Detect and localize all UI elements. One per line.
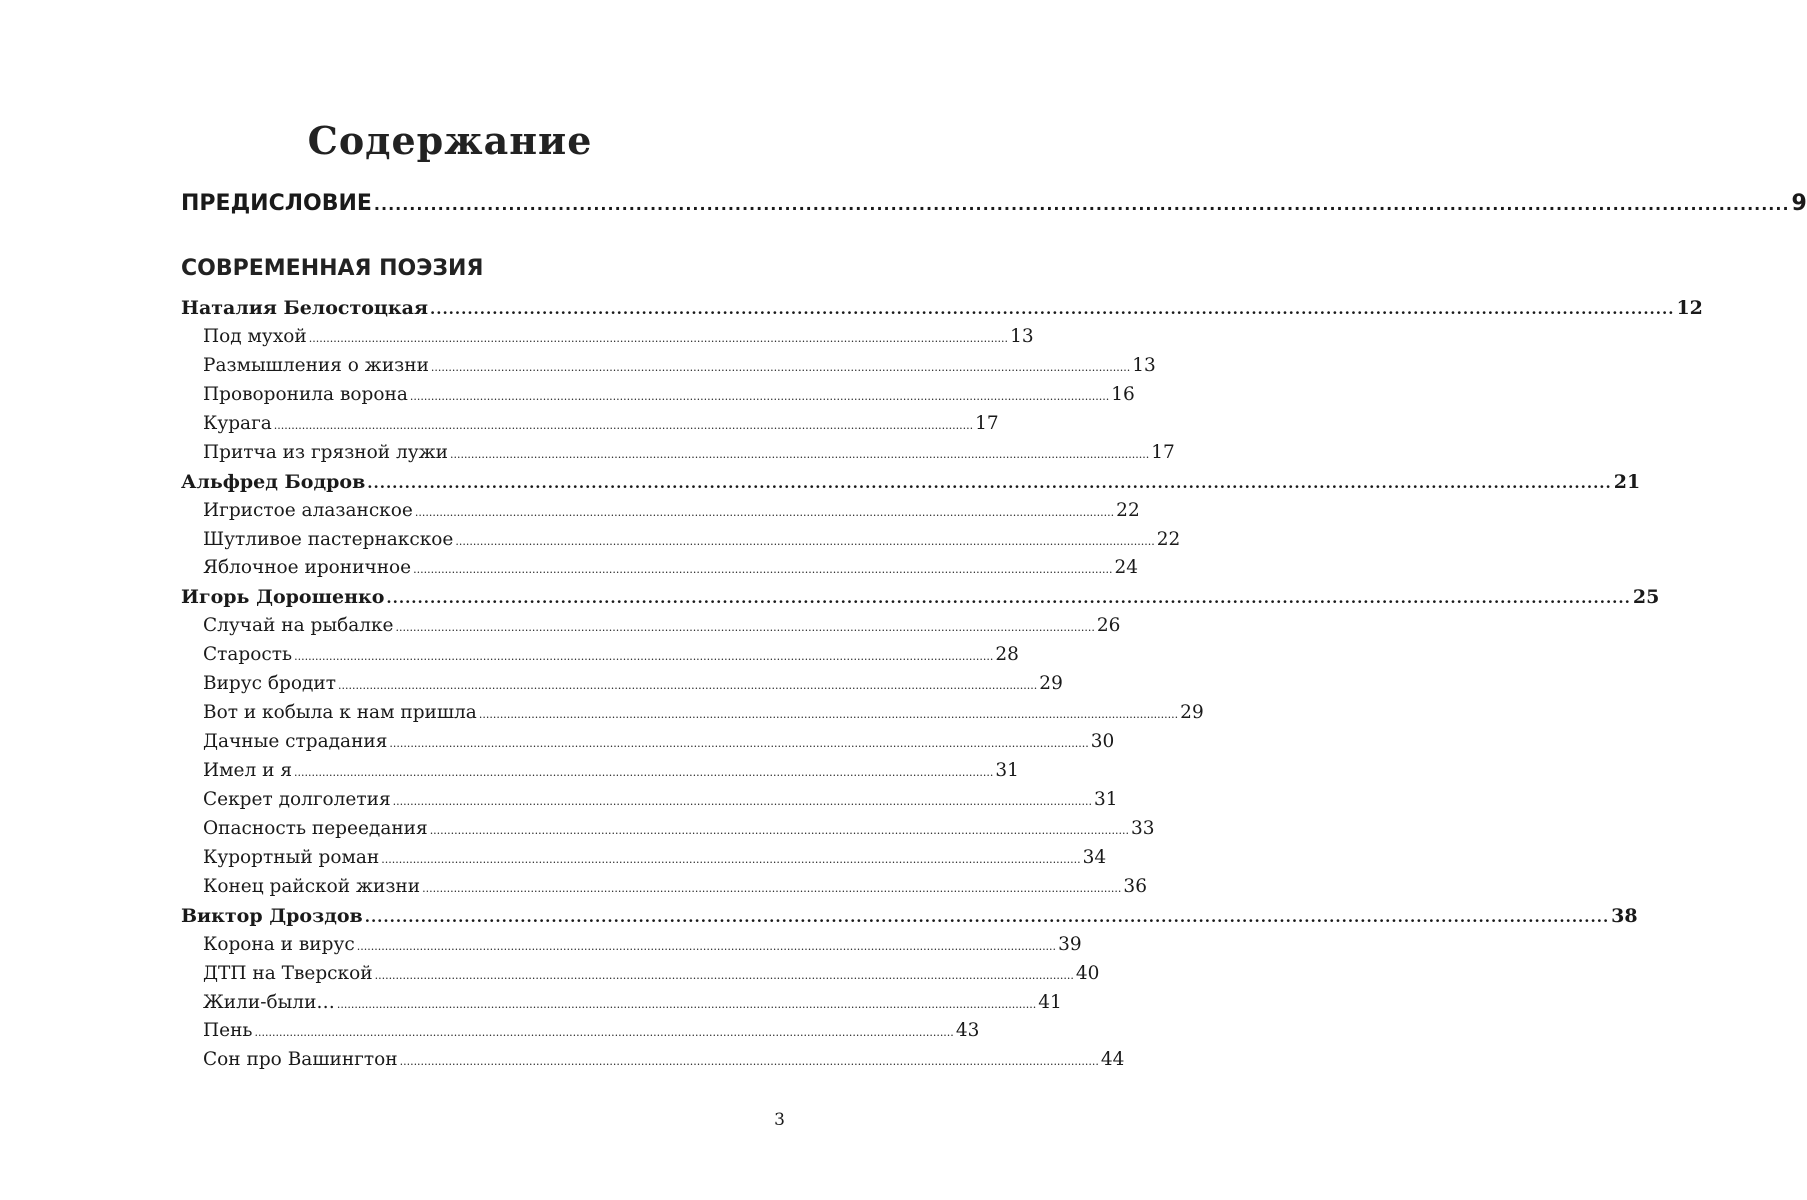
toc-poem-entry[interactable] xyxy=(181,641,1019,670)
dot-leader: ........................................................................................................................................................................................................ xyxy=(389,737,1089,751)
dot-leader: ........................................................................................................................................................................................................ xyxy=(392,794,1092,808)
entry-label: Притча из грязной лужи xyxy=(203,441,448,463)
dot-leader: ........................................................................................................................................................................................................ xyxy=(422,881,1122,895)
entry-page: 21 xyxy=(1613,470,1641,493)
entry-label: Старость xyxy=(203,644,293,666)
dot-leader: ........................................................................................................................................................................................................ xyxy=(381,852,1081,866)
entry-page: 13 xyxy=(1010,325,1034,347)
dot-leader: ........................................................................................................................................................................................................ xyxy=(395,621,1095,635)
entry-page: 34 xyxy=(1082,846,1107,868)
entry-page: 36 xyxy=(1123,875,1147,897)
dot-leader: ........................................................................................................................................................................................................ xyxy=(373,195,1790,214)
entry-page: 30 xyxy=(1090,731,1115,753)
toc-author-entry[interactable] xyxy=(181,294,1703,323)
dot-leader: ........................................................................................................................................................................................................ xyxy=(478,708,1179,722)
dot-leader: ........................................................................................................................................................................................................ xyxy=(429,823,1130,837)
page-number: 3 xyxy=(774,1110,785,1130)
toc-poem-entry[interactable] xyxy=(181,497,1140,526)
dot-leader: ........................................................................................................................................................................................................ xyxy=(455,534,1155,548)
dot-leader: ........................................................................................................................................................................................................ xyxy=(374,968,1074,982)
entry-page: 40 xyxy=(1075,962,1100,984)
entry-page: 24 xyxy=(1114,557,1138,579)
entry-label: Виктор Дроздов xyxy=(181,904,363,927)
entry-label: Альфред Бодров xyxy=(181,470,366,493)
entry-page: 22 xyxy=(1116,499,1140,521)
toc-poem-entry[interactable] xyxy=(181,381,1135,410)
toc-poem-entry[interactable] xyxy=(181,844,1107,873)
dot-leader: ........................................................................................................................................................................................................ xyxy=(337,679,1038,693)
toc-poem-entry[interactable] xyxy=(181,873,1147,902)
entry-label: Пень xyxy=(203,1020,253,1042)
entry-page: 25 xyxy=(1632,586,1660,609)
dot-leader: ........................................................................................................................................................................................................ xyxy=(449,447,1150,461)
toc-poem-entry[interactable] xyxy=(181,352,1156,381)
entry-page: 12 xyxy=(1676,297,1703,319)
entry-page: 38 xyxy=(1611,904,1638,927)
toc-author-entry[interactable] xyxy=(181,583,1660,612)
toc-poem-entry[interactable] xyxy=(181,960,1100,989)
toc-poem-entry[interactable] xyxy=(181,989,1062,1018)
entry-page: 31 xyxy=(995,760,1019,781)
toc-poem-entry[interactable] xyxy=(181,757,1019,786)
entry-label: Шутливое пастернакское xyxy=(203,528,454,550)
toc-author-entry[interactable] xyxy=(181,468,1641,497)
entry-label: Под мухой xyxy=(203,325,307,347)
entry-page: 44 xyxy=(1100,1049,1125,1071)
entry-page: 22 xyxy=(1156,528,1181,550)
page-title: Содержание xyxy=(307,118,593,163)
toc-poem-entry[interactable] xyxy=(181,554,1138,583)
entry-label: Курортный роман xyxy=(203,846,380,868)
dot-leader: ........................................................................................................................................................................................................ xyxy=(367,473,1612,492)
entry-page: 41 xyxy=(1038,991,1062,1013)
entry-page: 29 xyxy=(1039,673,1063,695)
entry-label: Проворонила ворона xyxy=(203,383,408,405)
toc-poem-entry[interactable] xyxy=(181,931,1082,960)
toc-poem-entry[interactable] xyxy=(181,612,1121,641)
dot-leader: ........................................................................................................................................................................................................ xyxy=(356,939,1057,953)
preface-label: ПРЕДИСЛОВИЕ xyxy=(181,191,372,216)
entry-page: 17 xyxy=(1151,441,1175,463)
toc-poem-entry[interactable] xyxy=(181,786,1118,815)
dot-leader: ........................................................................................................................................................................................................ xyxy=(386,589,1631,608)
dot-leader: ........................................................................................................................................................................................................ xyxy=(254,1026,954,1040)
entry-label: Размышления о жизни xyxy=(203,354,429,376)
entry-label: Курага xyxy=(203,412,272,434)
dot-leader: ........................................................................................................................................................................................................ xyxy=(364,907,1610,926)
entry-page: 16 xyxy=(1111,383,1135,405)
section-title: СОВРЕМЕННАЯ ПОЭЗИЯ xyxy=(181,256,484,281)
entry-page: 26 xyxy=(1096,615,1121,637)
toc-list xyxy=(181,294,1703,1075)
entry-label: Секрет долголетия xyxy=(203,788,391,810)
entry-page: 13 xyxy=(1132,354,1156,376)
dot-leader: ........................................................................................................................................................................................................ xyxy=(430,360,1131,374)
entry-page: 39 xyxy=(1058,933,1082,955)
toc-poem-entry[interactable] xyxy=(181,526,1181,555)
dot-leader: ........................................................................................................................................................................................................ xyxy=(294,650,994,664)
dot-leader: ........................................................................................................................................................................................................ xyxy=(294,766,994,779)
entry-label: Наталия Белостоцкая xyxy=(181,297,428,319)
entry-label: Опасность переедания xyxy=(203,817,428,839)
entry-label: Игристое алазанское xyxy=(203,499,413,521)
toc-author-entry[interactable] xyxy=(181,902,1638,931)
entry-label: Сон про Вашингтон xyxy=(203,1049,398,1071)
dot-leader: ........................................................................................................................................................................................................ xyxy=(409,389,1110,403)
dot-leader: ........................................................................................................................................................................................................ xyxy=(430,300,1675,318)
toc-poem-entry[interactable] xyxy=(181,410,999,439)
entry-page: 28 xyxy=(995,644,1019,666)
entry-label: ДТП на Тверской xyxy=(203,962,373,984)
toc-poem-entry[interactable] xyxy=(181,670,1063,699)
dot-leader: ........................................................................................................................................................................................................ xyxy=(399,1055,1099,1069)
entry-label: Вирус бродит xyxy=(203,673,336,695)
toc-poem-entry[interactable] xyxy=(181,323,1034,352)
dot-leader: ........................................................................................................................................................................................................ xyxy=(308,331,1009,345)
toc-poem-entry[interactable] xyxy=(181,699,1204,728)
entry-page: 29 xyxy=(1180,702,1204,724)
dot-leader: ........................................................................................................................................................................................................ xyxy=(273,418,974,432)
toc-poem-entry[interactable] xyxy=(181,815,1155,844)
dot-leader: ........................................................................................................................................................................................................ xyxy=(336,997,1037,1011)
entry-label: Яблочное ироничное xyxy=(203,557,412,579)
entry-label: Игорь Дорошенко xyxy=(181,586,385,609)
entry-label: Имел и я xyxy=(203,760,292,781)
entry-label: Конец райской жизни xyxy=(203,875,421,897)
toc-poem-entry[interactable] xyxy=(181,439,1175,468)
entry-page: 17 xyxy=(975,412,999,434)
dot-leader: ........................................................................................................................................................................................................ xyxy=(413,563,1113,577)
entry-label: Случай на рыбалке xyxy=(203,615,394,637)
preface-page: 9 xyxy=(1791,191,1807,216)
entry-page: 43 xyxy=(955,1020,980,1042)
entry-label: Вот и кобыла к нам пришла xyxy=(203,702,477,724)
dot-leader: ........................................................................................................................................................................................................ xyxy=(414,505,1115,519)
entry-label: Корона и вирус xyxy=(203,933,355,955)
entry-page: 31 xyxy=(1093,788,1118,810)
entry-page: 33 xyxy=(1131,817,1155,839)
toc-poem-entry[interactable] xyxy=(181,1046,1125,1075)
toc-poem-entry[interactable] xyxy=(181,728,1115,757)
entry-label: Дачные страдания xyxy=(203,731,388,753)
preface-entry[interactable] xyxy=(181,186,1807,222)
toc-poem-entry[interactable] xyxy=(181,1017,980,1046)
entry-label: Жили-были… xyxy=(203,991,335,1013)
